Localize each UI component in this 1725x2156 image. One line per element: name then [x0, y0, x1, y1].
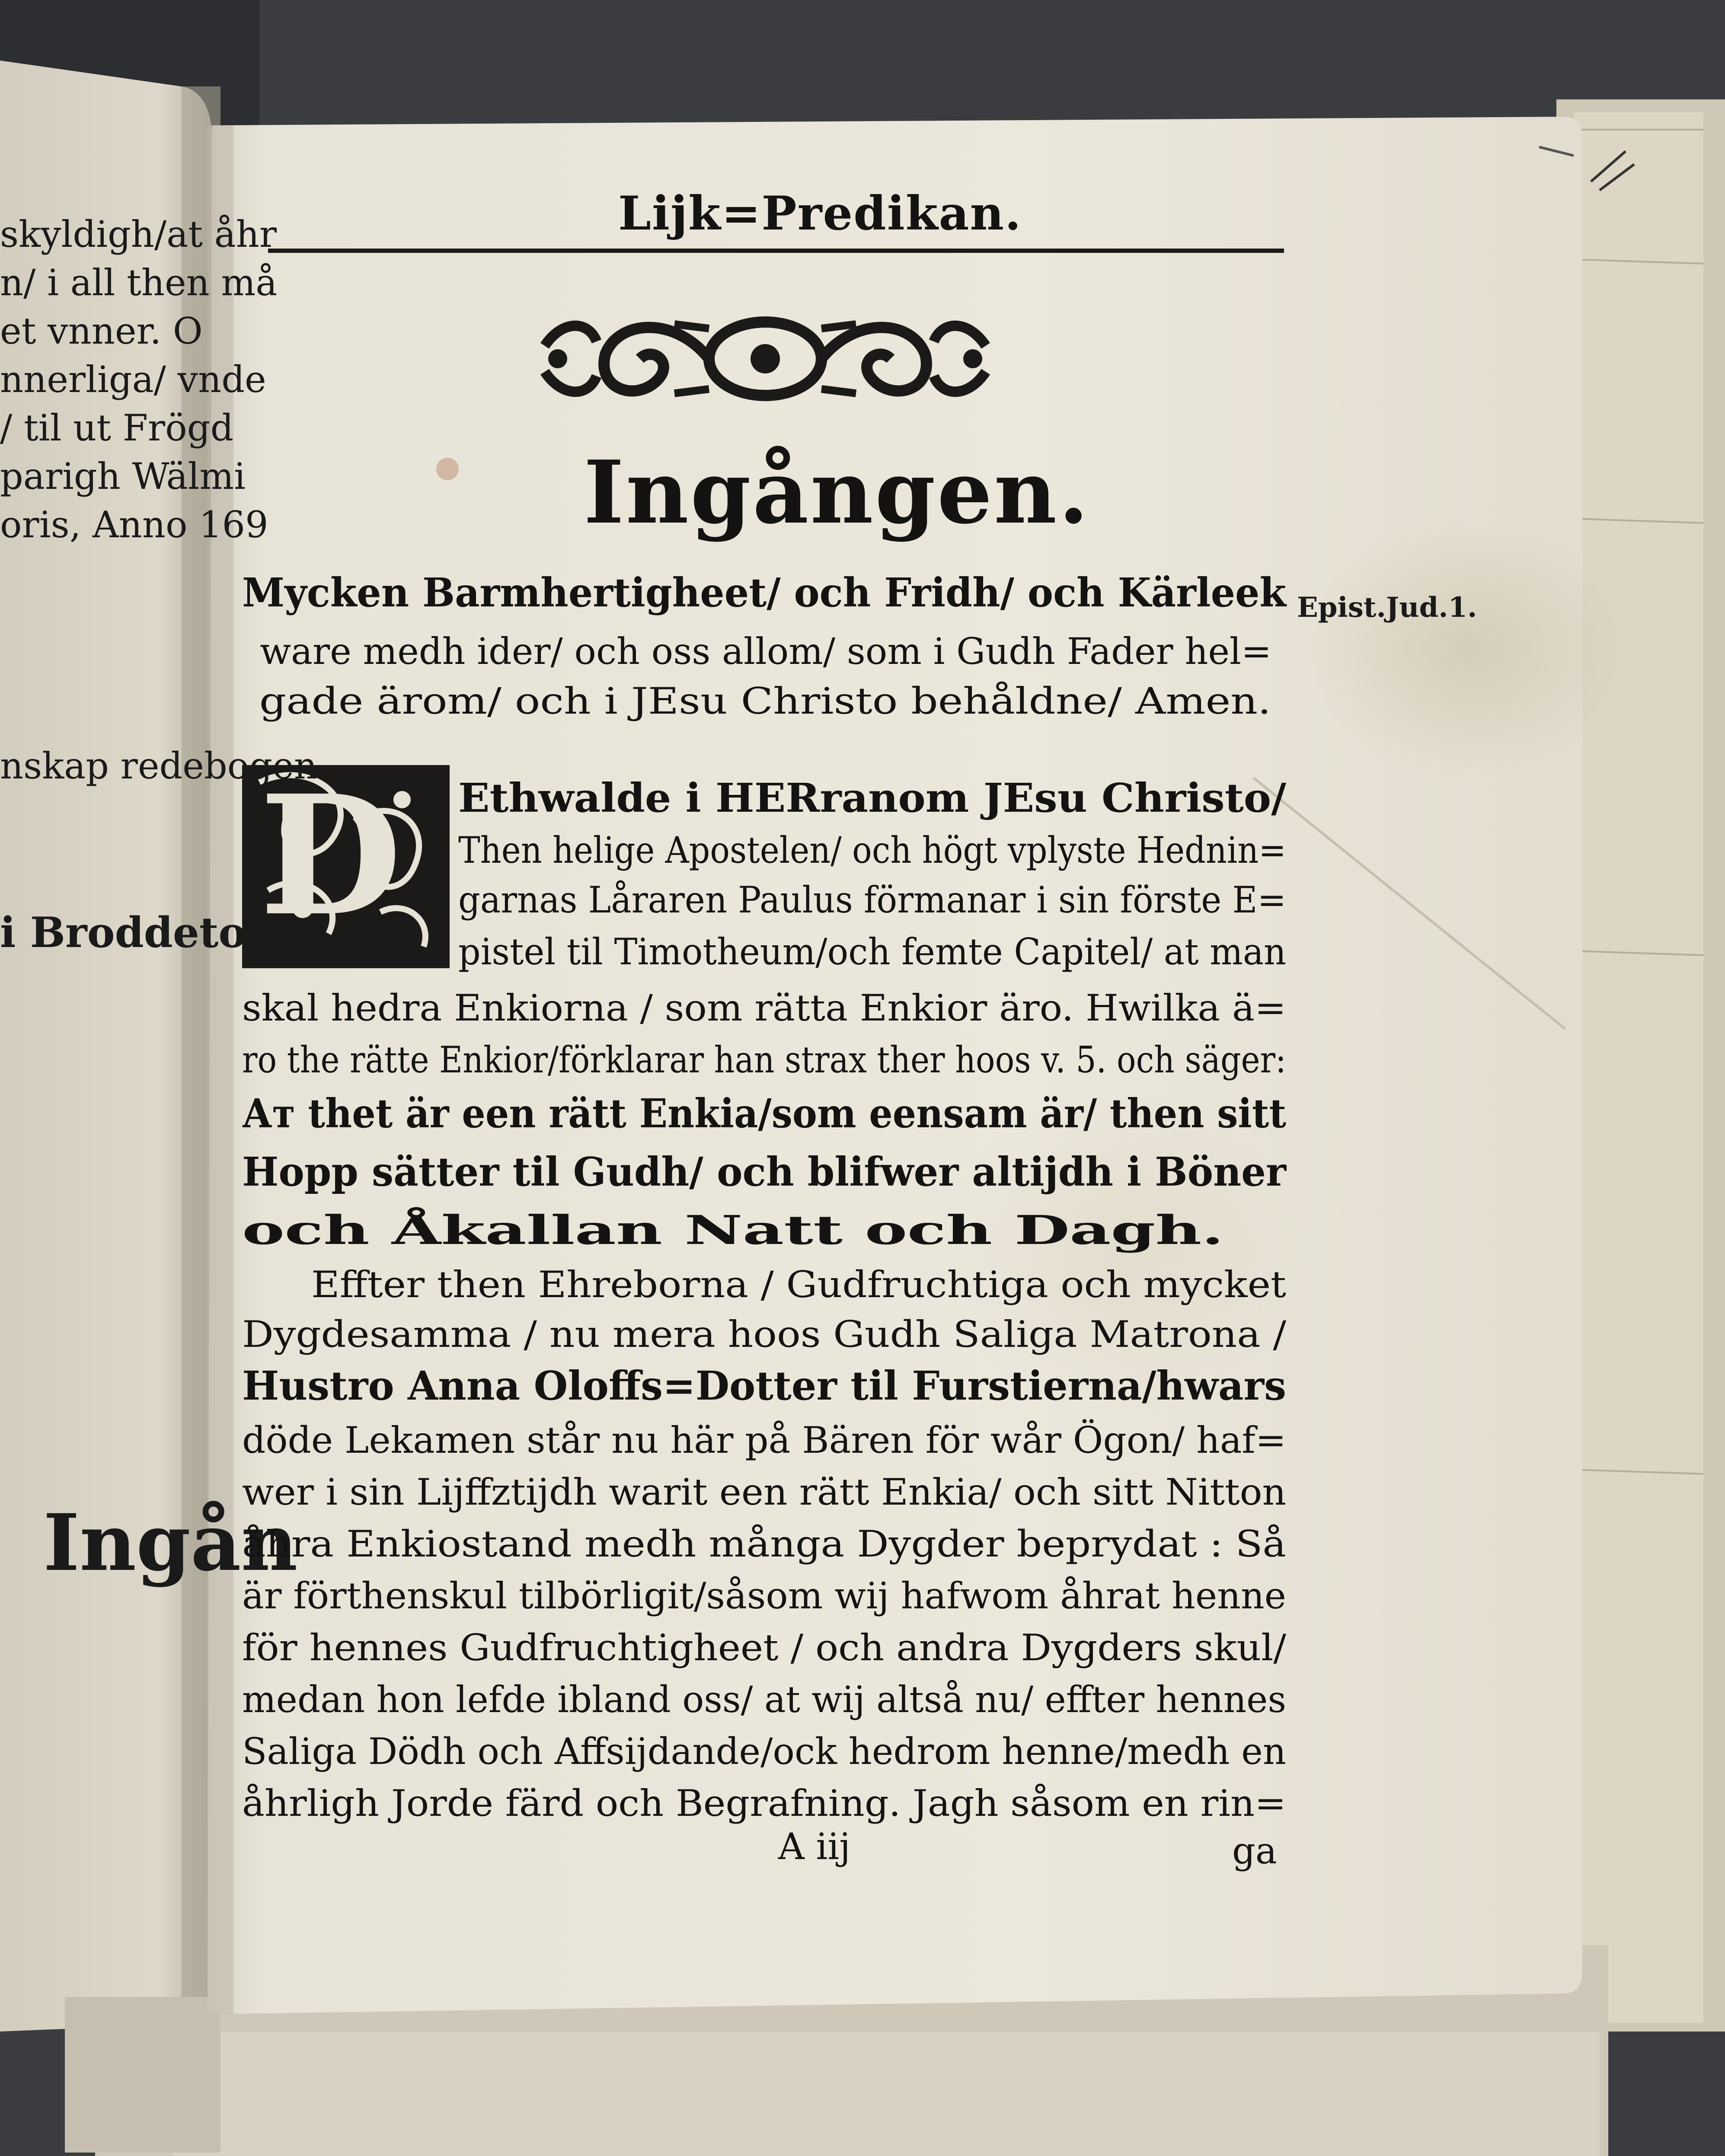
left-page-line-5: / til ut Frögd: [0, 407, 234, 449]
margin-note: Epist.Jud.1.: [1297, 591, 1477, 624]
body-line-13: döde Lekamen står nu här på Bären för wår Ögon/ haf=: [242, 1419, 1286, 1461]
body-line-16: är förthenskul tilbörligit/såsom wij hafwom åhrat henne: [242, 1575, 1286, 1617]
left-page-line-7: oris, Anno 169: [0, 504, 268, 546]
catchword: ga: [1232, 1830, 1277, 1872]
body-line-7: Ат thet är een rätt Enkia/som eensam är/ then sitt: [242, 1090, 1286, 1137]
running-head: Lijk=Predikan.: [618, 186, 1022, 241]
body-line-8: Hopp sätter til Gudh/ och blifwer altijdh i Böner: [242, 1148, 1286, 1195]
body-line-10: Effter then Ehreborna / Gudfruchtiga och mycket: [311, 1263, 1286, 1306]
salutation-line-3: gade ärom/ och i JEsu Christo behåldne/ Amen.: [259, 680, 1271, 722]
body-line-2: Then helige Apostelen/ och högt vplyste Hednin=: [458, 829, 1286, 871]
body-line-19: Saliga Dödh och Affsijdande/ock hedrom henne/medh en: [242, 1730, 1286, 1773]
body-line-5: skal hedra Enkiorna / som rätta Enkior äro. Hwilka ä=: [242, 987, 1286, 1029]
left-page-line-9: i Broddetorp: [0, 908, 297, 957]
left-page-line-2: n/ i all then må: [0, 262, 278, 304]
body-line-11: Dygdesamma / nu mera hoos Gudh Saliga Matrona /: [242, 1313, 1286, 1355]
body-line-20: åhrligh Jorde färd och Begrafning. Jagh såsom en rin=: [242, 1782, 1287, 1824]
salutation-line-2: ware medh ider/ och oss allom/ som i Gudh Fader hel=: [260, 630, 1272, 673]
left-page-heading: Ingån: [43, 1497, 298, 1588]
body-line-12: Hustro Anna Oloffs=Dotter til Furstierna/hwars: [242, 1362, 1286, 1409]
page-title: Ingången.: [584, 442, 1090, 543]
body-line-9: och Åkallan Natt och Dagh.: [242, 1207, 1224, 1253]
left-page-line-1: skyldigh/at åhr: [0, 213, 277, 255]
body-line-18: medan hon lefde ibland oss/ at wij altså nu/ effter hennes: [242, 1678, 1286, 1721]
body-line-14: wer i sin Lijffztijdh warit een rätt Enkia/ och sitt Nitton: [242, 1471, 1286, 1513]
body-line-3: garnas Låraren Paulus förmanar i sin förste E=: [458, 879, 1286, 921]
body-line-4: pistel til Timotheum/och femte Capitel/ at man: [458, 931, 1286, 973]
body-line-15: åhra Enkiostand medh många Dygder beprydat : Så: [242, 1523, 1286, 1565]
body-line-6: ro the rätte Enkior/förklarar han strax ther hoos v. 5. och säger:: [242, 1039, 1286, 1081]
left-page-line-3: et vnner. O: [0, 310, 203, 352]
left-page-line-6: parigh Wälmi: [0, 455, 246, 498]
left-page-line-8: nskap redebogen: [0, 745, 317, 787]
signature-mark: A iij: [778, 1825, 851, 1868]
body-line-17: för hennes Gudfruchtigheet / och andra Dygders skul/: [242, 1627, 1286, 1669]
left-page-line-4: nnerliga/ vnde: [0, 358, 266, 401]
salutation-line-1: Mycken Barmhertigheet/ och Fridh/ och Kärleek: [242, 569, 1286, 616]
drop-cap-letter: D: [259, 759, 402, 952]
body-line-1: Ethwalde i HERranom JEsu Christo/: [458, 775, 1286, 821]
